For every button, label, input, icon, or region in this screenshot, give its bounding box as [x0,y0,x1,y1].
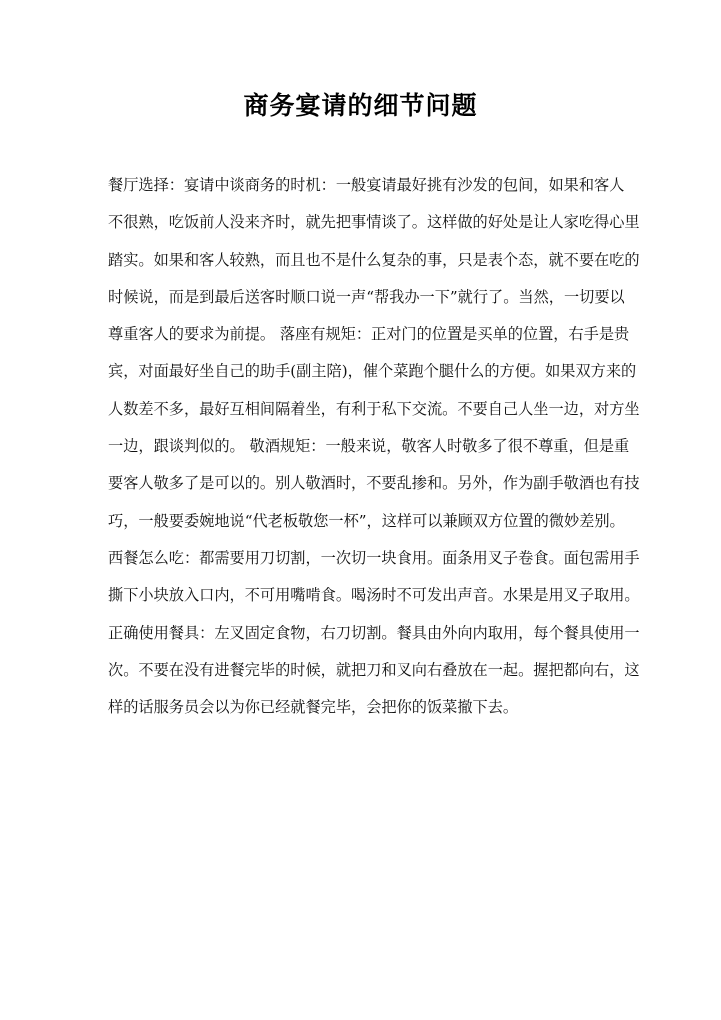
body-line: 次。不要在没有进餐完毕的时候，就把刀和叉向右叠放在一起。握把都向右，这 [108,660,640,679]
body-line: 宾，对面最好坐自己的助手(副主陪)，催个菜跑个腿什么的方便。如果双方来的 [108,362,637,381]
body-line: 人数差不多，最好互相间隔着坐，有利于私下交流。不要自己人坐一边，对方坐 [108,399,640,418]
body-line: 西餐怎么吃：都需要用刀切割，一次切一块食用。面条用叉子卷食。面包需用手 [108,548,640,567]
body-line: 样的话服务员会以为你已经就餐完毕，会把你的饭菜撤下去。 [108,698,519,717]
body-line: 一边，跟谈判似的。 敬酒规矩：一般来说，敬客人时敬多了很不尊重，但是重 [108,437,630,456]
body-line: 撕下小块放入口内，不可用嘴啃食。喝汤时不可发出声音。水果是用叉子取用。 [108,586,640,605]
document-body [108,170,640,729]
body-line: 要客人敬多了是可以的。别人敬酒时，不要乱掺和。另外，作为副手敬酒也有技 [108,474,640,493]
body-line: 踏实。如果和客人较熟，而且也不是什么复杂的事，只是表个态，就不要在吃的 [108,250,640,269]
document-title: 商务宴请的细节问题 [243,91,478,120]
body-line: 餐厅选择：宴请中谈商务的时机：一般宴请最好挑有沙发的包间，如果和客人 [108,176,625,194]
body-line: 正确使用餐具：左叉固定食物，右刀切割。餐具由外向内取用，每个餐具使用一 [108,623,640,642]
body-line: 不很熟，吃饭前人没来齐时，就先把事情谈了。这样做的好处是让人家吃得心里 [108,213,640,232]
body-line: 时候说，而是到最后送客时顺口说一声“帮我办一下”就行了。当然，一切要以 [108,287,625,306]
body-line: 尊重客人的要求为前提。 落座有规矩：正对门的位置是买单的位置，右手是贵 [108,325,630,344]
body-line: 巧，一般要委婉地说“代老板敬您一杯”，这样可以兼顾双方位置的微妙差别。 [108,511,625,530]
